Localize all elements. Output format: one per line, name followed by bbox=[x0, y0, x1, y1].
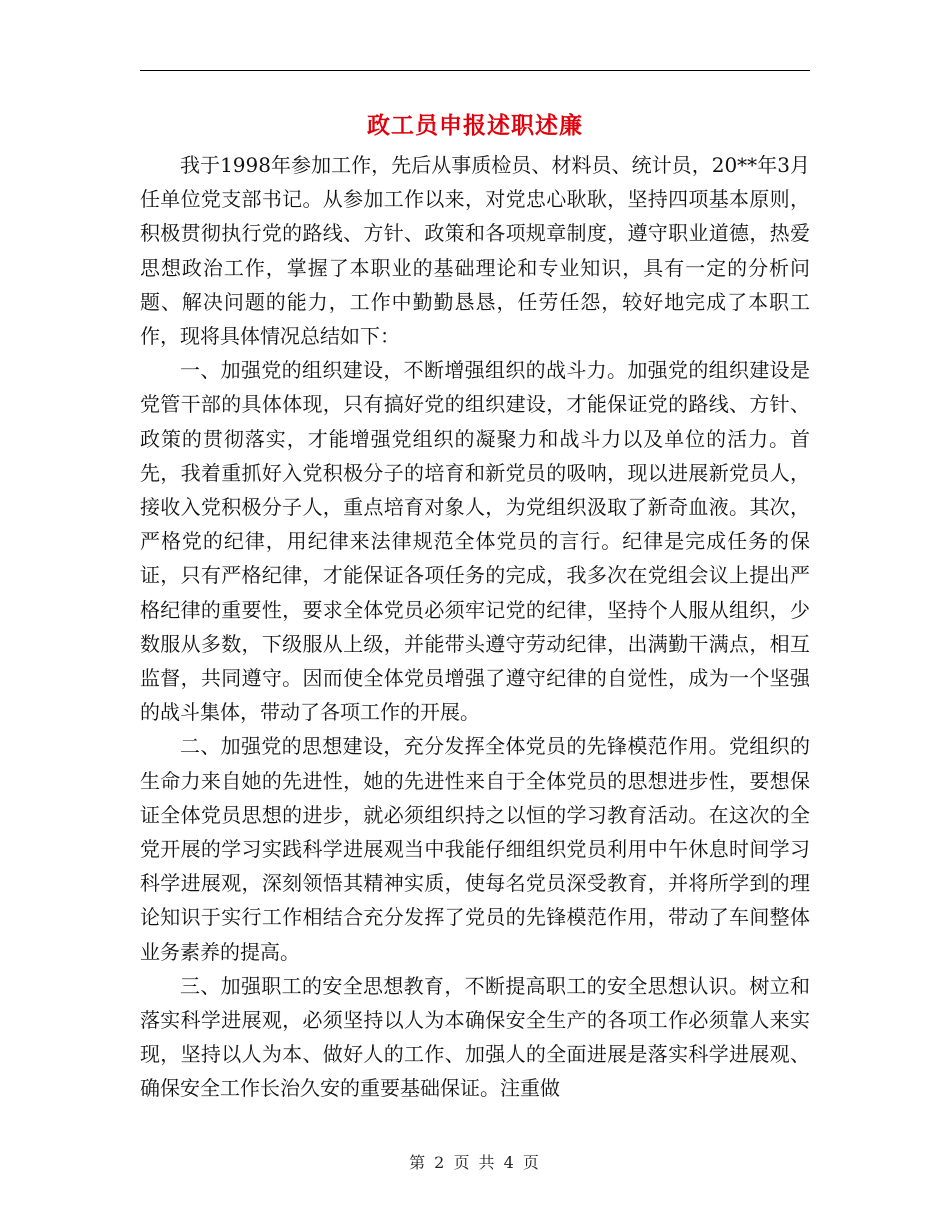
paragraph-section-1: 一、加强党的组织建设，不断增强组织的战斗力。加强党的组织建设是党管干部的具体体现，只有搞好党的组织建设，才能保证党的路线、方针、政策的贯彻落实，才能增强党组织的凝聚力和战斗力以及单位的活力。首先，我着重抓好入党积极分子的培育和新党员的吸呐，现以进展新党员人，接收入党积极分子人，重点培育对象人，为党组织汲取了新奇血液。其次，严格党的纪律，用纪律来法律规范全体党员的言行。纪律是完成任务的保证，只有严格纪律，才能保证各项任务的完成，我多次在党组会议上提出严格纪律的重要性，要求全体党员必须牢记党的纪律，坚持个人服从组织，少数服从多数，下级服从上级，并能带头遵守劳动纪律，出满勤干满点，相互监督，共同遵守。因而使全体党员增强了遵守纪律的自觉性，成为一个坚强的战斗集体，带动了各项工作的开展。 bbox=[140, 358, 810, 725]
paragraph-intro: 我于1998年参加工作，先后从事质检员、材料员、统计员，20**年3月任单位党支部书记。从参加工作以来，对党忠心耿耿，坚持四项基本原则，积极贯彻执行党的路线、方针、政策和各项规章制度，遵守职业道德，热爱思想政治工作，掌握了本职业的基础理论和专业知识，具有一定的分析问题、解决问题的能力，工作中勤勤恳恳，任劳任怨，较好地完成了本职工作，现将具体情况总结如下： bbox=[140, 153, 810, 349]
document-body bbox=[140, 148, 810, 1106]
page-number-footer: 第 2 页 共 4 页 bbox=[409, 1153, 541, 1172]
paragraph-section-3: 三、加强职工的安全思想教育，不断提高职工的安全思想认识。树立和落实科学进展观，必须坚持以人为本确保安全生产的各项工作必须靠人来实现，坚持以人为本、做好人的工作、加强人的全面进展是落实科学进展观、确保安全工作长治久安的重要基础保证。注重做 bbox=[140, 973, 810, 1101]
document-title: 政工员申报述职述廉 bbox=[367, 112, 583, 139]
paragraph-section-2: 二、加强党的思想建设，充分发挥全体党员的先锋模范作用。党组织的生命力来自她的先进性，她的先进性来自于全体党员的思想进步性，要想保证全体党员思想的进步，就必须组织持之以恒的学习教育活动。在这次的全党开展的学习实践科学进展观当中我能仔细组织党员利用中午休息时间学习科学进展观，深刻领悟其精神实质，使每名党员深受教育，并将所学到的理论知识于实行工作相结合充分发挥了党员的先锋模范作用，带动了车间整体业务素养的提高。 bbox=[140, 734, 810, 964]
header-rule bbox=[140, 70, 810, 71]
